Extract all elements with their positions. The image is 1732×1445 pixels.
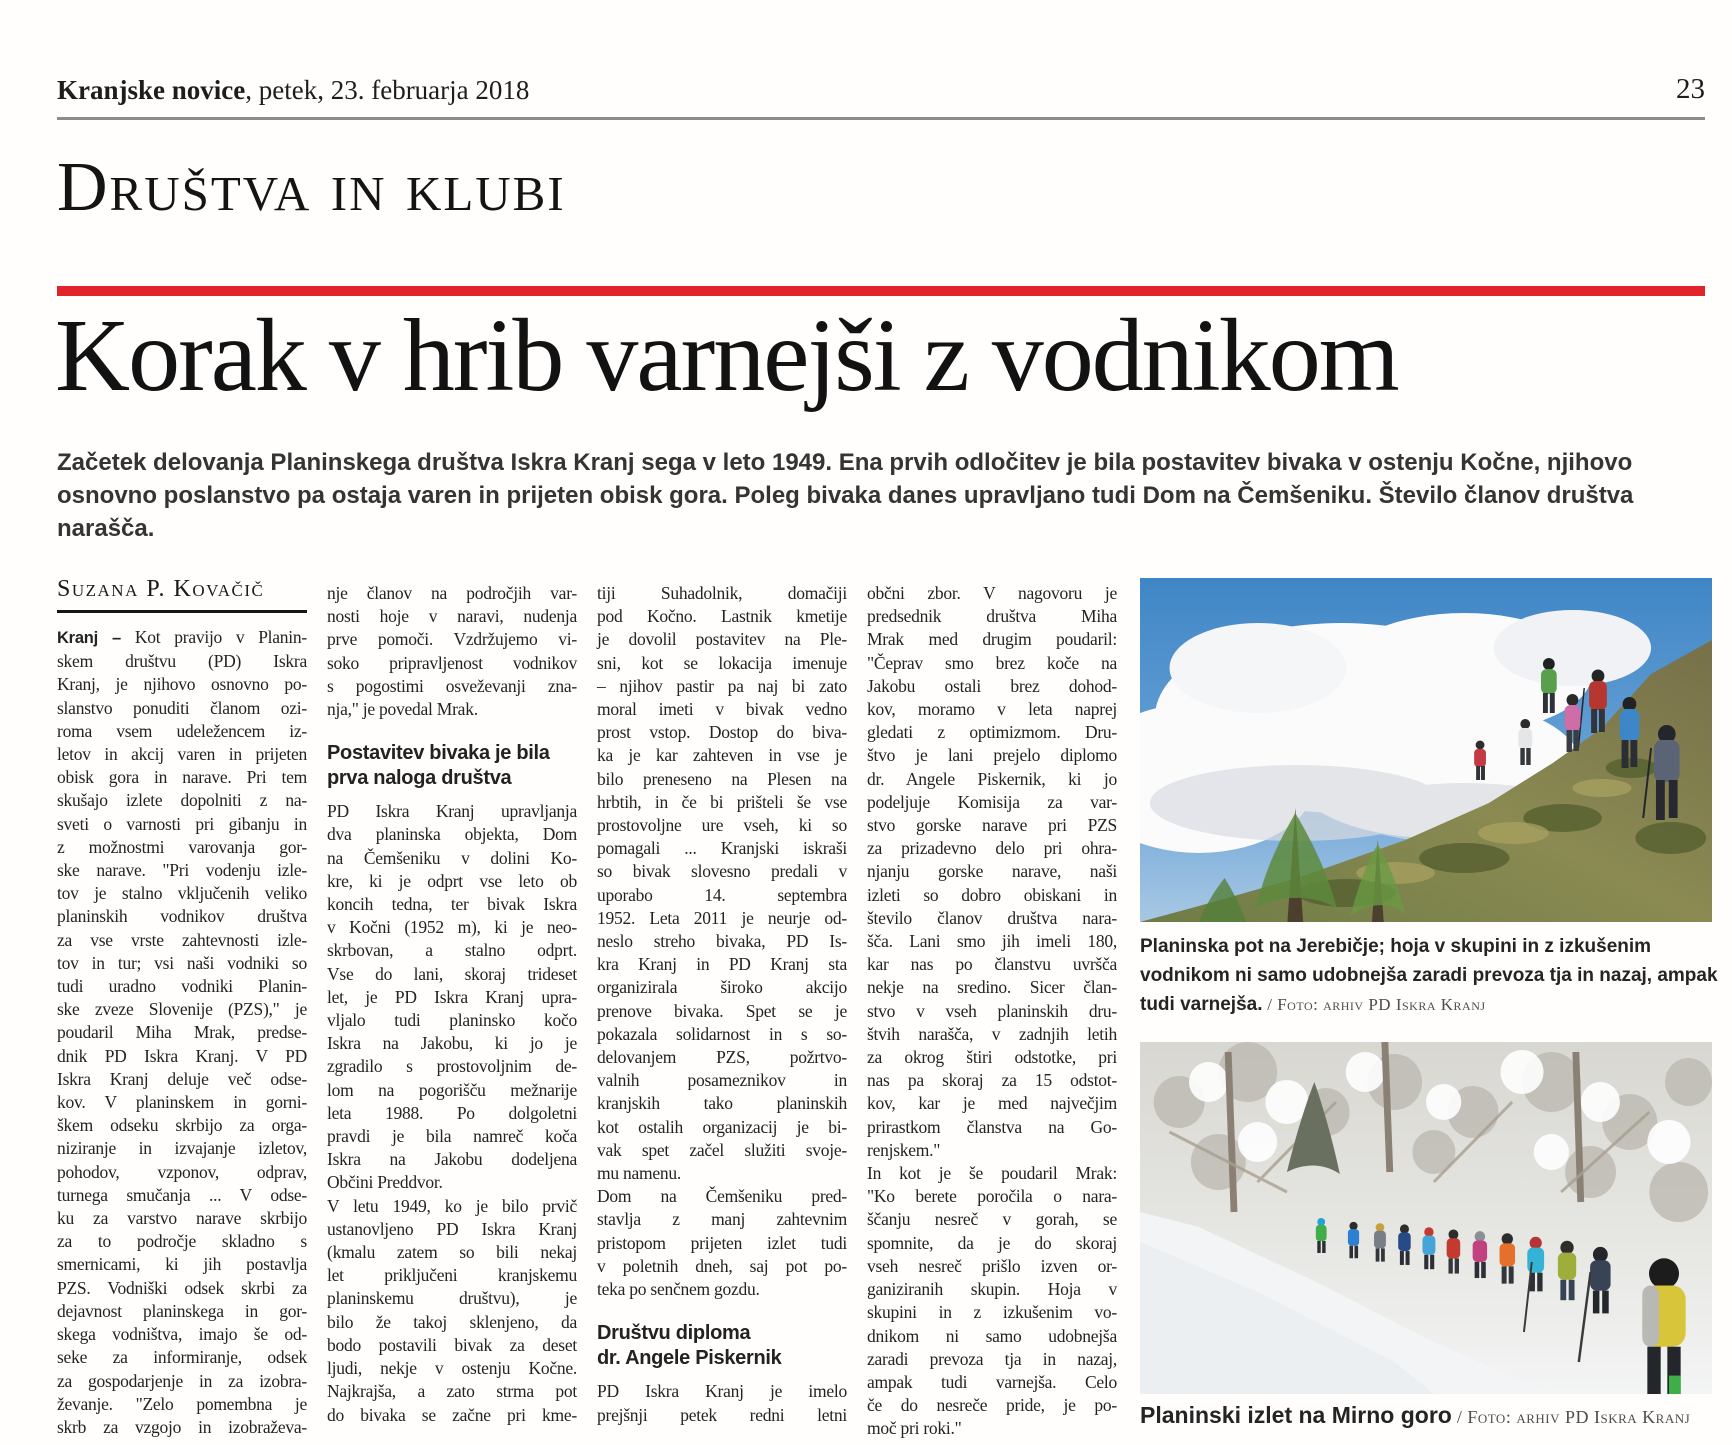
body-line: prost vstop. Dostop do biva- — [597, 722, 847, 743]
body-line: število članov društva nara- — [867, 907, 1117, 928]
body-line: ščanju nesreč v gorah, se — [867, 1209, 1117, 1230]
body-line: moral imeti v bivak vedno — [597, 699, 847, 720]
body-line: njanju gorske narave, naši — [867, 861, 1117, 882]
body-line: prostovoljne ure vseh, ki so — [597, 815, 847, 836]
body-line: valnih posameznikov in — [597, 1070, 847, 1091]
body-line: teka po senčnem gozdu. — [597, 1279, 760, 1300]
body-line: za vse vrste zahtevnosti izle- — [57, 929, 307, 950]
body-line: kre, ki je odprt vse leto ob — [327, 870, 577, 891]
body-line: (kmalu zatem so bili nekaj — [327, 1242, 577, 1263]
body-line: bodo postavili bivak za deset — [327, 1334, 577, 1355]
body-line: uporabo 14. septembra — [597, 884, 847, 905]
body-line: pokazala solidarnost in s so- — [597, 1023, 847, 1044]
body-line: izleti so dobro obiskani in — [867, 884, 1117, 905]
body-line: dr. Angele Piskernik, ki jo — [867, 768, 1117, 789]
body-line: moč pri roki." — [867, 1418, 962, 1439]
body-line: stvo v vseh planinskih dru- — [867, 1000, 1117, 1021]
folio-text — [57, 75, 529, 106]
body-line: Vse do lani, skoraj trideset — [327, 963, 577, 984]
body-line: Iskra Kranj deluje več odse- — [57, 1068, 307, 1089]
body-line: so bivak slovesno predali v — [597, 861, 847, 882]
body-line: tov je stalno vključenih veliko — [57, 883, 307, 904]
body-line: PZS. Vodniški odsek skrbi za — [57, 1277, 307, 1298]
body-line: pohodov, vzponov, odprav, — [57, 1161, 307, 1182]
body-line: Kranj, je njihovo osnovno po- — [57, 674, 307, 695]
folio-rule — [57, 117, 1705, 120]
body-line: ku za varstvo narave skrbijo — [57, 1208, 307, 1229]
caption-bottom-text: Planinski izlet na Mirno goro — [1140, 1402, 1452, 1428]
body-line: nekje na sredino. Sicer član- — [867, 977, 1117, 998]
body-line: skušajo izlete dopolniti z na- — [57, 790, 307, 811]
caption-bottom-credit: / Foto: arhiv PD Iskra Kranj — [1451, 1407, 1691, 1427]
body-line: stavlja z manj zahtevnim — [597, 1209, 847, 1230]
body-line: renjskem." — [867, 1139, 941, 1160]
body-line: lom na pogorišču mežnarije — [327, 1079, 577, 1100]
body-line: Občini Preddvor. — [327, 1172, 443, 1193]
body-line: smernicami, ki jih postavlja — [57, 1254, 307, 1275]
body-line: zgradilo s prostovoljnim de- — [327, 1056, 577, 1077]
photo-caption-bottom — [1140, 1400, 1725, 1432]
photo-caption-top — [1140, 932, 1725, 1019]
body-line: obisk gora in narave. Pri tem — [57, 767, 307, 788]
body-line: skrb za vzgojo in izobraževa- — [57, 1416, 307, 1437]
body-line: soko pripravljenost vodnikov — [327, 652, 577, 673]
body-line: stvo gorske narave pri PZS — [867, 815, 1117, 836]
body-line: V letu 1949, ko je bilo prvič — [327, 1195, 577, 1216]
body-line: leta 1988. Po dolgoletni — [327, 1102, 577, 1123]
body-line: škem odseku skrbijo za orga- — [57, 1115, 307, 1136]
article-column-3 — [597, 582, 847, 1427]
body-line: Iskra na Jakobu dodeljena — [327, 1149, 577, 1170]
body-line: nas pa skoraj za 15 odstot- — [867, 1070, 1117, 1091]
body-line: nosti hoje v naravi, nudenja — [327, 606, 577, 627]
body-line: neslo streho bivaka, PD Is- — [597, 931, 847, 952]
body-line: v poletnih dneh, saj pot po- — [597, 1255, 847, 1276]
body-line: kot ostalih organizacij je bi- — [597, 1116, 847, 1137]
page-folio — [57, 62, 1705, 106]
body-line: planinskemu društvu), je — [327, 1288, 577, 1309]
body-line: "Ko berete poročila o nara- — [867, 1186, 1117, 1207]
article-column-1 — [57, 576, 307, 1439]
body-line: ljudi, nekje v ostenju Kočne. — [327, 1358, 577, 1379]
body-line: je dovolil postavitev na Ple- — [597, 629, 847, 650]
body-line: do bivaka se začne pri kme- — [327, 1404, 577, 1425]
body-line: za prizadevno delo pri ohra- — [867, 838, 1117, 859]
body-line: če do nesreče pride, je po- — [867, 1395, 1117, 1416]
body-line: niziranje in izvajanje izletov, — [57, 1138, 307, 1159]
page-number: 23 — [1676, 73, 1705, 105]
body-line: nje članov na področjih var- — [327, 583, 577, 603]
body-line: Iskra na Jakobu, ki jo je — [327, 1033, 577, 1054]
body-line: kov. V planinskem in gorni- — [57, 1092, 307, 1113]
dateline-lead-in: Kranj – — [57, 629, 135, 647]
body-line: dnik PD Iskra Kranj. V PD — [57, 1045, 307, 1066]
body-line: PD Iskra Kranj upravljanja — [327, 801, 577, 822]
subhead: Društvu diploma dr. Angele Piskernik — [597, 1322, 782, 1370]
body-line: štvo je lani prejelo diplomo — [867, 745, 1117, 766]
body-line: s pogostimi osveževanji zna- — [327, 675, 577, 696]
newspaper-name: Kranjske novice — [57, 75, 246, 105]
body-line: ustanovljeno PD Iskra Kranj — [327, 1218, 577, 1239]
body-line: šča. Lani smo jih imeli 180, — [867, 931, 1117, 952]
body-line: pomagali ... Kranjski iskraši — [597, 838, 847, 859]
body-line: vljalo tudi planinsko kočo — [327, 1010, 577, 1031]
body-line: dva planinska objekta, Dom — [327, 824, 577, 845]
body-line: slanstvo ponuditi članom ozi- — [57, 697, 307, 718]
body-line: tiji Suhadolnik, domačiji — [597, 583, 847, 603]
photo-winter-hike — [1140, 1042, 1712, 1394]
body-line: predsednik društva Miha — [867, 606, 1117, 627]
body-line: vak spet začel služiti svoje- — [597, 1139, 847, 1160]
body-line: skega vodništva, imajo še od- — [57, 1324, 307, 1345]
body-line: ganiziranih skupin. Hoja v — [867, 1279, 1117, 1300]
body-line: ka je kar zahteven in vse je — [597, 745, 847, 766]
body-line: v Kočni (1952 m), ki je neo- — [327, 917, 577, 938]
body-line: Jakobu ostali brez dohod- — [867, 675, 1117, 696]
body-line: skem društvu (PD) Iskra — [57, 651, 307, 672]
body-line: tudi uradno vodniki Planin- — [57, 976, 307, 997]
body-line: hrbtih, in če bi prišteli še vse — [597, 791, 847, 812]
photo-mountain-hikers-illustration — [1140, 578, 1712, 922]
photo-mountain-hikers — [1140, 578, 1712, 922]
body-line: prenove bivaka. Spet se je — [597, 1000, 847, 1021]
body-line: koncih tedna, ter bivak Iskra — [327, 894, 577, 915]
body-line: pod Kočno. Lastnik kmetije — [597, 606, 847, 627]
body-line: Kranj – Kot pravijo v Planin- — [57, 627, 307, 647]
body-line: In kot je še poudaril Mrak: — [867, 1163, 1117, 1184]
caption-top-credit: / Foto: arhiv PD Iskra Kranj — [1262, 995, 1486, 1014]
body-line: kar nas po članstvu uvršča — [867, 954, 1117, 975]
body-line: bilo že takoj sklenjeno, da — [327, 1311, 577, 1332]
body-line: spomnite, da je do skoraj — [867, 1232, 1117, 1253]
body-line: organizirala široko akcijo — [597, 977, 847, 998]
article-column-4 — [867, 582, 1117, 1441]
body-line: podeljuje Komisija za var- — [867, 791, 1117, 812]
body-line: občni zbor. V nagovoru je — [867, 583, 1117, 603]
body-line: prirastkom članstva na Go- — [867, 1116, 1117, 1137]
body-line: delovanjem PZS, požrtvo- — [597, 1047, 847, 1068]
body-line: zaradi prevoza tja in nazaj, — [867, 1348, 1117, 1369]
body-line: vseh nesreč prišlo izven or- — [867, 1255, 1117, 1276]
body-line: let, je PD Iskra Kranj upra- — [327, 986, 577, 1007]
body-line: pravdi je bila namreč koča — [327, 1126, 577, 1147]
body-line: dejavnost planinskega in gor- — [57, 1300, 307, 1321]
body-line: seke za informiranje, odsek — [57, 1347, 307, 1368]
byline: Suzana P. Kovačič — [57, 576, 307, 613]
body-line: ske narave. "Pri vodenju izle- — [57, 860, 307, 881]
body-line: z možnostmi varovanja gor- — [57, 836, 307, 857]
body-line: mu namenu. — [597, 1163, 682, 1184]
body-line: štvih narašča, v zadnjih letih — [867, 1023, 1117, 1044]
body-line: na Čemšeniku v dolini Ko- — [327, 847, 577, 868]
body-line: Mrak med drugim poudaril: — [867, 629, 1117, 650]
article-column-2 — [327, 582, 577, 1427]
body-line: Najkrajša, a zato strma pot — [327, 1381, 577, 1402]
body-line: za gospodarjenje in za izobra- — [57, 1370, 307, 1391]
body-line: poudaril Miha Mrak, predse- — [57, 1022, 307, 1043]
body-line: ampak tudi varnejša. Celo — [867, 1371, 1117, 1392]
body-line: bilo preneseno na Plesen na — [597, 768, 847, 789]
body-line: pristopom prijeten izlet tudi — [597, 1232, 847, 1253]
section-rule — [57, 286, 1705, 296]
body-line: skrbovan, a stalno odprt. — [327, 940, 577, 961]
body-line: gledati z optimizmom. Dru- — [867, 722, 1117, 743]
body-line: za to področje skladno s — [57, 1231, 307, 1252]
body-line: za okrog štiri odstotke, pri — [867, 1047, 1117, 1068]
body-line: tov in tur; vsi naši vodniki so — [57, 952, 307, 973]
body-line: letov in akcij varen in prijeten — [57, 744, 307, 765]
body-line: let priključeni kranjskemu — [327, 1265, 577, 1286]
body-line: skupini in z izkušenim vo- — [867, 1302, 1117, 1323]
body-line: – njihov pastir pa naj bi zato — [597, 675, 847, 696]
body-line: dnikom ni samo udobnejša — [867, 1325, 1117, 1346]
body-line: nja," je povedal Mrak. — [327, 699, 478, 720]
body-line: prejšnji petek redni letni — [597, 1404, 847, 1425]
body-line: sni, kot se lokacija imenuje — [597, 652, 847, 673]
section-title: Društva in klubi — [57, 149, 566, 226]
body-line: kra Kranj in PD Kranj sta — [597, 954, 847, 975]
body-line: roma vsem udeležencem iz- — [57, 720, 307, 741]
body-line: planinskih vodnikov društva — [57, 906, 307, 927]
article-headline: Korak v hrib varnejši z vodnikom — [55, 298, 1398, 413]
body-line: 1952. Leta 2011 je neurje od- — [597, 907, 847, 928]
body-line: kranjskih tako planinskih — [597, 1093, 847, 1114]
body-line: ževanje. "Zelo pomembna je — [57, 1393, 307, 1414]
body-line: sveti o varnosti pri gibanju in — [57, 813, 307, 834]
body-line: kov, moramo v leta naprej — [867, 699, 1117, 720]
caption-top-text: Planinska pot na Jerebičje; hoja v skupini in z izkušenim vodnikom ni samo udobnejša zaradi prevoza tja in nazaj, ampak tudi varnejša. — [1140, 936, 1718, 1015]
body-line: Dom na Čemšeniku pred- — [597, 1186, 847, 1207]
subhead: Postavitev bivaka je bila prva naloga društva — [327, 742, 550, 790]
folio-dateline: , petek, 23. februarja 2018 — [245, 75, 530, 105]
photo-winter-hike-illustration — [1140, 1042, 1712, 1394]
article-lead: Začetek delovanja Planinskega društva Iskra Kranj sega v leto 1949. Ena prvih odločitev je bila postavitev bivaka v ostenju Kočne, njihovo osnovno poslanstvo pa ostaja varen in prijeten obisk gora. Poleg bivaka danes upravljano tudi Dom na Čemšeniku. Število članov društva narašča. — [57, 449, 1634, 542]
body-line: "Čeprav smo brez koče na — [867, 652, 1117, 673]
body-line: turnega smučanja ... V odse- — [57, 1184, 307, 1205]
body-line: ske zveze Slovenije (PZS)," je — [57, 999, 307, 1020]
body-line: kov, kar je med največjim — [867, 1093, 1117, 1114]
body-line: prve pomoči. Vzdržujemo vi- — [327, 629, 577, 650]
body-line: PD Iskra Kranj je imelo — [597, 1381, 847, 1402]
